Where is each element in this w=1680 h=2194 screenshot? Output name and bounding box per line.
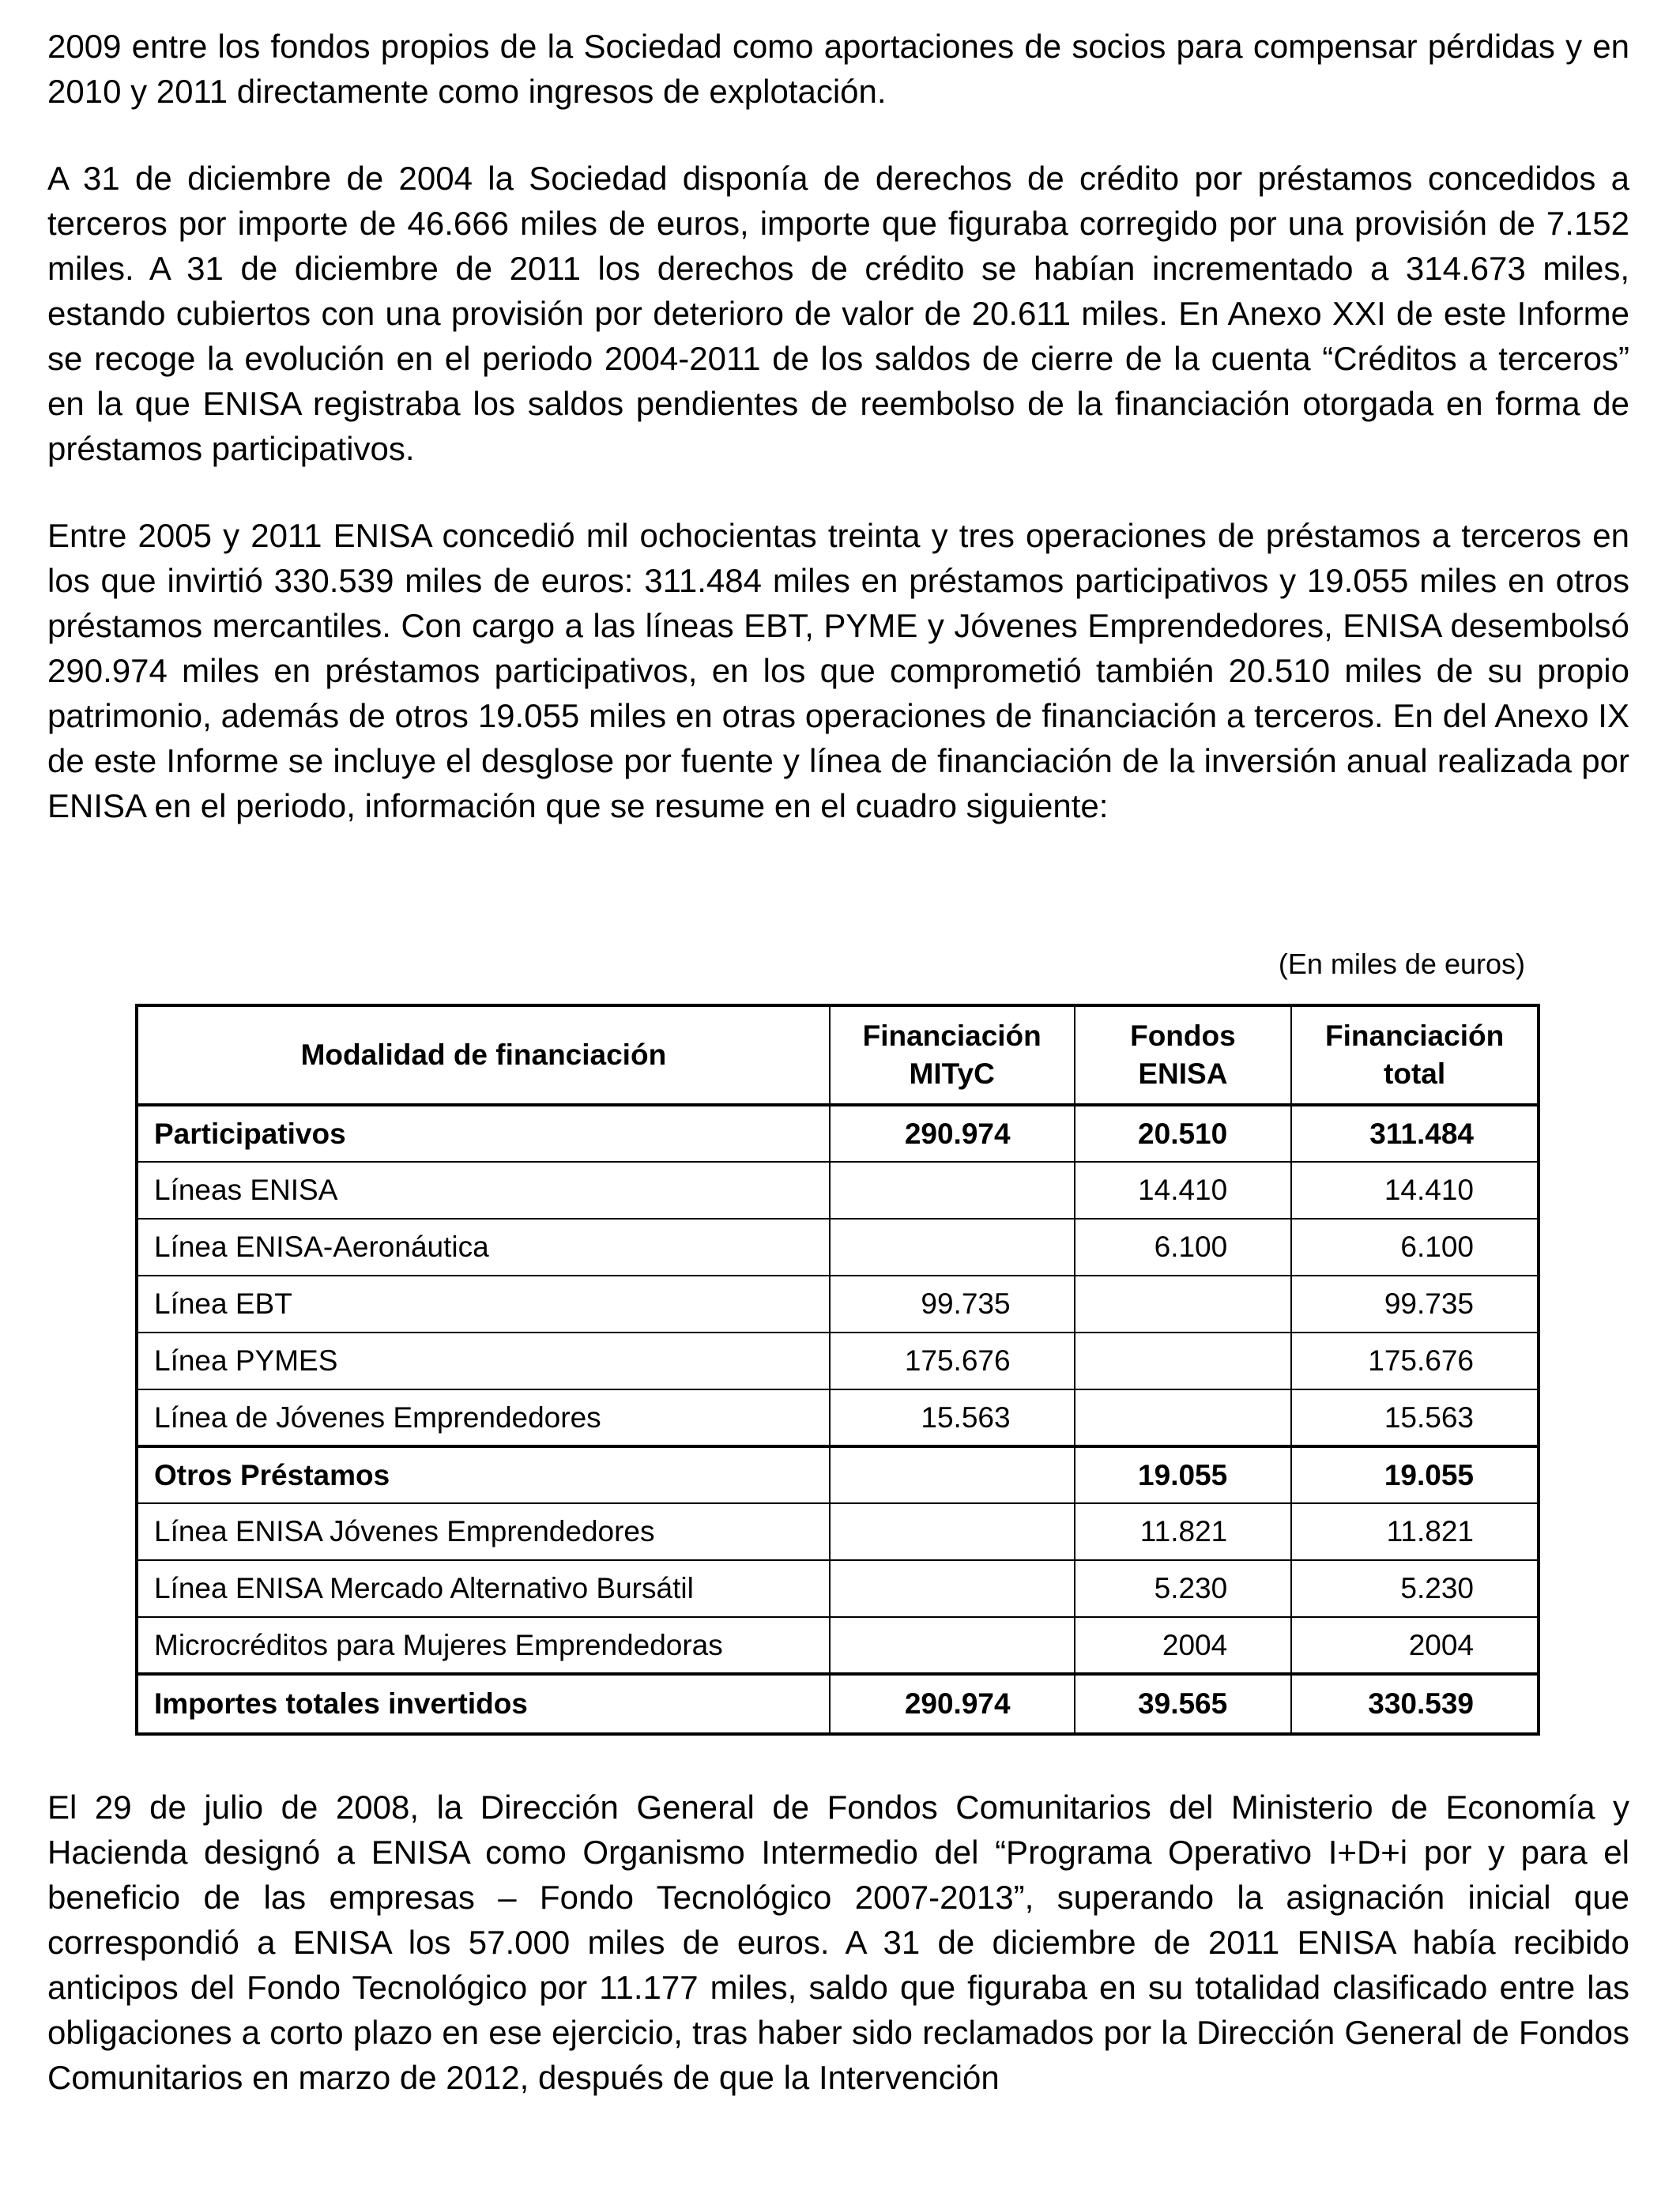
cell-mityc [830,1446,1075,1503]
cell-enisa [1075,1333,1292,1389]
paragraph-4: El 29 de julio de 2008, la Dirección General de Fondos Comunitarios del Ministerio de Economía y Hacienda designó a ENISA como Organismo Intermedio del “Programa Operativo I+D+i por y para el beneficio de las empresas – Fondo Tecnológico 2007-2013”, superando la asignación inicial que correspondió a ENISA los 57.000 miles de euros. A 31 de diciembre de 2011 ENISA había recibido anticipos del Fondo Tecnológico por 11.177 miles, saldo que figuraba en su totalidad clasificado entre las obligaciones a corto plazo en ese ejercicio, tras haber sido reclamados por la Dirección General de Fondos Comunitarios en marzo de 2012, después de que la Intervención [47,1789,1629,2096]
cell-enisa [1075,1276,1292,1333]
paragraph-2: A 31 de diciembre de 2004 la Sociedad disponía de derechos de crédito por préstamos concedidos a terceros por importe de 46.666 miles de euros, importe que figuraba corregido por una provisión de 7.152 miles. A 31 de diciembre de 2011 los derechos de crédito se habían incrementado a 314.673 miles, estando cubiertos con una provisión por deterioro de valor de 20.611 miles. En Anexo XXI de este Informe se recoge la evolución en el periodo 2004-2011 de los saldos de cierre de la cuenta “Créditos a terceros” en la que ENISA registraba los saldos pendientes de reembolso de la financiación otorgada en forma de préstamos participativos. [47,160,1629,467]
row-label: Participativos [137,1105,830,1162]
table-row [137,1503,1539,1560]
header-modalidad [137,1005,830,1105]
header-mityc [830,1005,1075,1105]
cell-total: 311.484 [1291,1105,1539,1162]
cell-enisa: 11.821 [1075,1503,1292,1560]
paragraph-3: Entre 2005 y 2011 ENISA concedió mil ochocientas treinta y tres operaciones de préstamos a terceros en los que invirtió 330.539 miles de euros: 311.484 miles en préstamos participativos y 19.055 miles en otros préstamos mercantiles. Con cargo a las líneas EBT, PYME y Jóvenes Emprendedores, ENISA desembolsó 290.974 miles en préstamos participativos, en los que comprometió también 20.510 miles de su propio patrimonio, además de otros 19.055 miles en otras operaciones de financiación a terceros. En del Anexo IX de este Informe se incluye el desglose por fuente y línea de financiación de la inversión anual realizada por ENISA en el periodo, información que se resume en el cuadro siguiente: [47,517,1629,824]
table-body [137,1105,1539,1734]
row-label: Línea ENISA Jóvenes Emprendedores [137,1503,830,1560]
row-label: Línea EBT [137,1276,830,1333]
table-row-otros-prestamos [137,1446,1539,1503]
table-row [137,1560,1539,1617]
cell-mityc [830,1560,1075,1617]
cell-enisa: 20.510 [1075,1105,1292,1162]
header-mityc-line2: MITyC [909,1057,995,1090]
cell-total: 19.055 [1291,1446,1539,1503]
cell-mityc: 290.974 [830,1105,1075,1162]
table-header [137,1005,1539,1105]
cell-mityc: 290.974 [830,1674,1075,1734]
table-row [137,1333,1539,1389]
cell-mityc: 15.563 [830,1389,1075,1446]
header-total [1291,1005,1539,1105]
row-label: Línea ENISA Mercado Alternativo Bursátil [137,1560,830,1617]
cell-total: 15.563 [1291,1389,1539,1446]
cell-mityc [830,1219,1075,1276]
document-page [47,24,1629,2096]
header-total-line2: total [1384,1057,1446,1090]
cell-mityc [830,1617,1075,1674]
row-label: Microcréditos para Mujeres Emprendedoras [137,1617,830,1674]
cell-total: 11.821 [1291,1503,1539,1560]
cell-mityc [830,1503,1075,1560]
cell-total: 2004 [1291,1617,1539,1674]
header-enisa-line2: ENISA [1138,1057,1228,1090]
cell-enisa: 39.565 [1075,1674,1292,1734]
cell-total: 5.230 [1291,1560,1539,1617]
cell-enisa: 19.055 [1075,1446,1292,1503]
row-label: Línea PYMES [137,1333,830,1389]
table-row-totals [137,1674,1539,1734]
header-mityc-line1: Financiación [862,1020,1042,1052]
cell-mityc: 99.735 [830,1276,1075,1333]
row-label: Línea de Jóvenes Emprendedores [137,1389,830,1446]
header-total-line1: Financiación [1325,1020,1505,1052]
table-units-note: (En miles de euros) [1278,948,1525,980]
table-row [137,1219,1539,1276]
financing-table [135,1004,1540,1736]
table-row [137,1389,1539,1446]
cell-enisa: 6.100 [1075,1219,1292,1276]
cell-total: 6.100 [1291,1219,1539,1276]
row-label: Línea ENISA-Aeronáutica [137,1219,830,1276]
header-modalidad-label: Modalidad de financiación [300,1039,667,1071]
table-row [137,1617,1539,1674]
row-label: Líneas ENISA [137,1162,830,1219]
table-row [137,1162,1539,1219]
cell-total: 330.539 [1291,1674,1539,1734]
paragraph-1: 2009 entre los fondos propios de la Sociedad como aportaciones de socios para compensar pérdidas y en 2010 y 2011 directamente como ingresos de explotación. [47,28,1629,110]
table-row-participativos [137,1105,1539,1162]
row-label: Importes totales invertidos [137,1674,830,1734]
header-enisa-line1: Fondos [1130,1020,1236,1052]
cell-enisa: 2004 [1075,1617,1292,1674]
cell-total: 99.735 [1291,1276,1539,1333]
cell-total: 175.676 [1291,1333,1539,1389]
cell-enisa: 14.410 [1075,1162,1292,1219]
cell-enisa [1075,1389,1292,1446]
cell-mityc [830,1162,1075,1219]
row-label: Otros Préstamos [137,1446,830,1503]
cell-mityc: 175.676 [830,1333,1075,1389]
cell-enisa: 5.230 [1075,1560,1292,1617]
cell-total: 14.410 [1291,1162,1539,1219]
header-enisa [1075,1005,1292,1105]
table-header-row [137,1005,1539,1105]
table-row [137,1276,1539,1333]
